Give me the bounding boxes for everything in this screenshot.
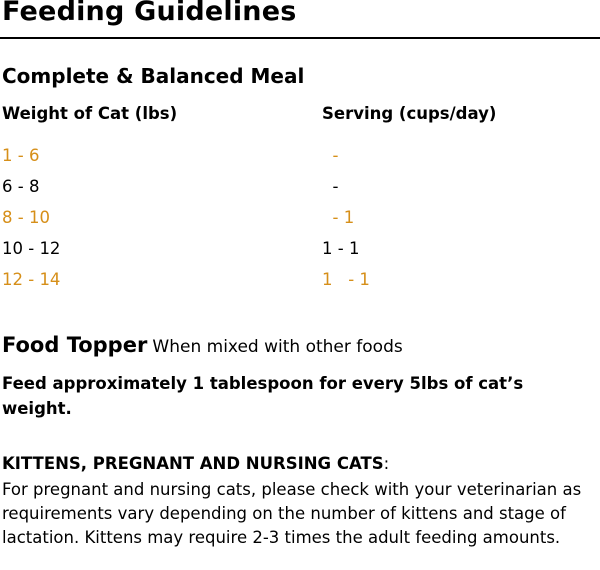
- table-row: [0, 146, 600, 170]
- food-topper-note: When mixed with other foods: [152, 337, 403, 357]
- table-row: [0, 270, 600, 294]
- serving-cell: - 1: [322, 208, 355, 227]
- page-title: Feeding Guidelines: [2, 0, 297, 27]
- weight-cell: 1 - 6: [2, 146, 40, 165]
- food-topper-description: Feed approximately 1 tablespoon for every 5lbs of cat’s weight.: [2, 374, 524, 418]
- weight-cell: 8 - 10: [2, 208, 50, 227]
- food-topper-title: Food Topper: [2, 333, 148, 357]
- table-row: [0, 239, 600, 263]
- weight-cell: 6 - 8: [2, 177, 40, 196]
- serving-cell: 1 - 1: [322, 239, 360, 258]
- kittens-heading: [2, 454, 389, 473]
- kittens-heading-colon: :: [383, 454, 390, 473]
- serving-cell: -: [322, 146, 339, 165]
- table-row: [0, 208, 600, 232]
- weight-cell: 10 - 12: [2, 239, 61, 258]
- table-row: [0, 177, 600, 201]
- food-topper-heading: [2, 333, 403, 357]
- title-divider: [0, 37, 600, 39]
- kittens-heading-label: KITTENS, PREGNANT AND NURSING CATS: [2, 454, 384, 473]
- kittens-description: For pregnant and nursing cats, please check with your veterinarian as requirements vary depending on the number of kittens and stage of lactation. Kittens may require 2-3 times the adult feeding amounts.: [2, 480, 582, 547]
- meal-subtitle: Complete & Balanced Meal: [2, 64, 305, 88]
- serving-cell: -: [322, 177, 339, 196]
- weight-cell: 12 - 14: [2, 270, 61, 289]
- serving-column-header: Serving (cups/day): [322, 104, 497, 123]
- serving-cell: 1 - 1: [322, 270, 370, 289]
- weight-column-header: Weight of Cat (lbs): [2, 104, 178, 123]
